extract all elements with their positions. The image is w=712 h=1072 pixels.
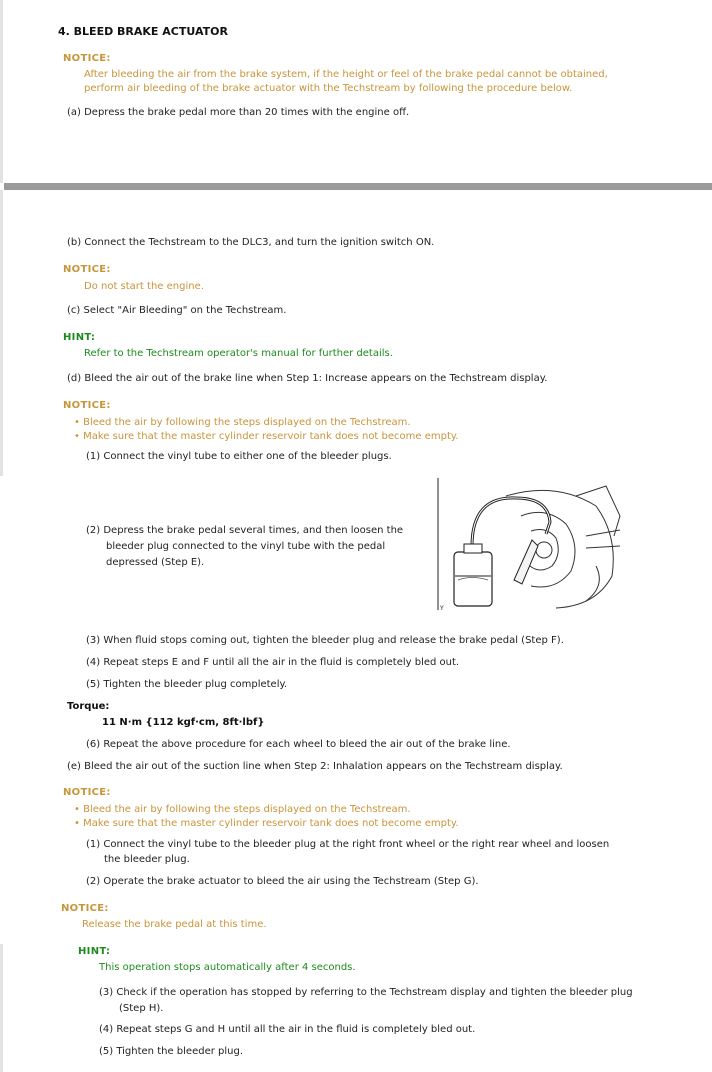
section-title: 4. BLEED BRAKE ACTUATOR [58, 25, 228, 38]
substep-d4: (4) Repeat steps E and F until all the air in the fluid is completely bled out. [86, 657, 460, 668]
step-b: (b) Connect the Techstream to the DLC3, and turn the ignition switch ON. [67, 237, 435, 248]
page-edge [0, 0, 3, 183]
substep-e1: (1) Connect the vinyl tube to the bleeder plug at the right front wheel or the right rear wheel and loosen [86, 839, 610, 850]
step-a: (a) Depress the brake pedal more than 20 times with the engine off. [67, 107, 410, 118]
hint-text: This operation stops automatically after 4 seconds. [99, 962, 356, 973]
notice-text: Release the brake pedal at this time. [82, 919, 267, 930]
hint-text: Refer to the Techstream operator's manual for further details. [84, 348, 393, 359]
page-divider [4, 183, 712, 190]
torque-label: Torque: [67, 701, 110, 712]
notice-label: NOTICE: [63, 400, 111, 411]
substep-e1-cont: the bleeder plug. [104, 854, 190, 865]
notice-bullet: • Bleed the air by following the steps displayed on the Techstream. [74, 417, 411, 428]
page-edge [0, 944, 3, 1072]
substep-e3: (3) Check if the operation has stopped by referring to the Techstream display and tighten the bleeder plug [99, 987, 633, 998]
notice-label: NOTICE: [63, 53, 111, 64]
torque-value: 11 N·m {112 kgf·cm, 8ft·lbf} [102, 717, 265, 728]
substep-d6: (6) Repeat the above procedure for each wheel to bleed the air out of the brake line. [86, 739, 511, 750]
notice-text: perform air bleeding of the brake actuator with the Techstream by following the procedure below. [84, 83, 573, 94]
hint-label: HINT: [78, 946, 111, 957]
brake-bleeding-illustration [436, 476, 622, 612]
substep-e5: (5) Tighten the bleeder plug. [99, 1046, 243, 1057]
substep-d2: (2) Depress the brake pedal several times, and then loosen the [86, 525, 404, 536]
notice-label: NOTICE: [61, 903, 109, 914]
step-c: (c) Select "Air Bleeding" on the Techstream. [67, 305, 287, 316]
notice-label: NOTICE: [63, 264, 111, 275]
notice-text: After bleeding the air from the brake system, if the height or feel of the brake pedal cannot be obtained, [84, 69, 608, 80]
notice-text: Do not start the engine. [84, 281, 204, 292]
page-edge [0, 190, 3, 476]
substep-d3: (3) When fluid stops coming out, tighten the bleeder plug and release the brake pedal (Step F). [86, 635, 564, 646]
substep-d2-cont: depressed (Step E). [106, 557, 205, 568]
notice-bullet: • Make sure that the master cylinder reservoir tank does not become empty. [74, 818, 459, 829]
substep-e3-cont: (Step H). [119, 1003, 164, 1014]
substep-d1: (1) Connect the vinyl tube to either one of the bleeder plugs. [86, 451, 392, 462]
notice-bullet: • Make sure that the master cylinder reservoir tank does not become empty. [74, 431, 459, 442]
substep-d2-cont: bleeder plug connected to the vinyl tube with the pedal [106, 541, 386, 552]
substep-d5: (5) Tighten the bleeder plug completely. [86, 679, 288, 690]
hint-label: HINT: [63, 332, 96, 343]
notice-bullet: • Bleed the air by following the steps displayed on the Techstream. [74, 804, 411, 815]
substep-e2: (2) Operate the brake actuator to bleed the air using the Techstream (Step G). [86, 876, 479, 887]
substep-e4: (4) Repeat steps G and H until all the air in the fluid is completely bled out. [99, 1024, 476, 1035]
step-e: (e) Bleed the air out of the suction line when Step 2: Inhalation appears on the Techstream display. [67, 761, 563, 772]
notice-label: NOTICE: [63, 787, 111, 798]
step-d: (d) Bleed the air out of the brake line when Step 1: Increase appears on the Techstream display. [67, 373, 548, 384]
figure-code: Y [440, 605, 444, 612]
